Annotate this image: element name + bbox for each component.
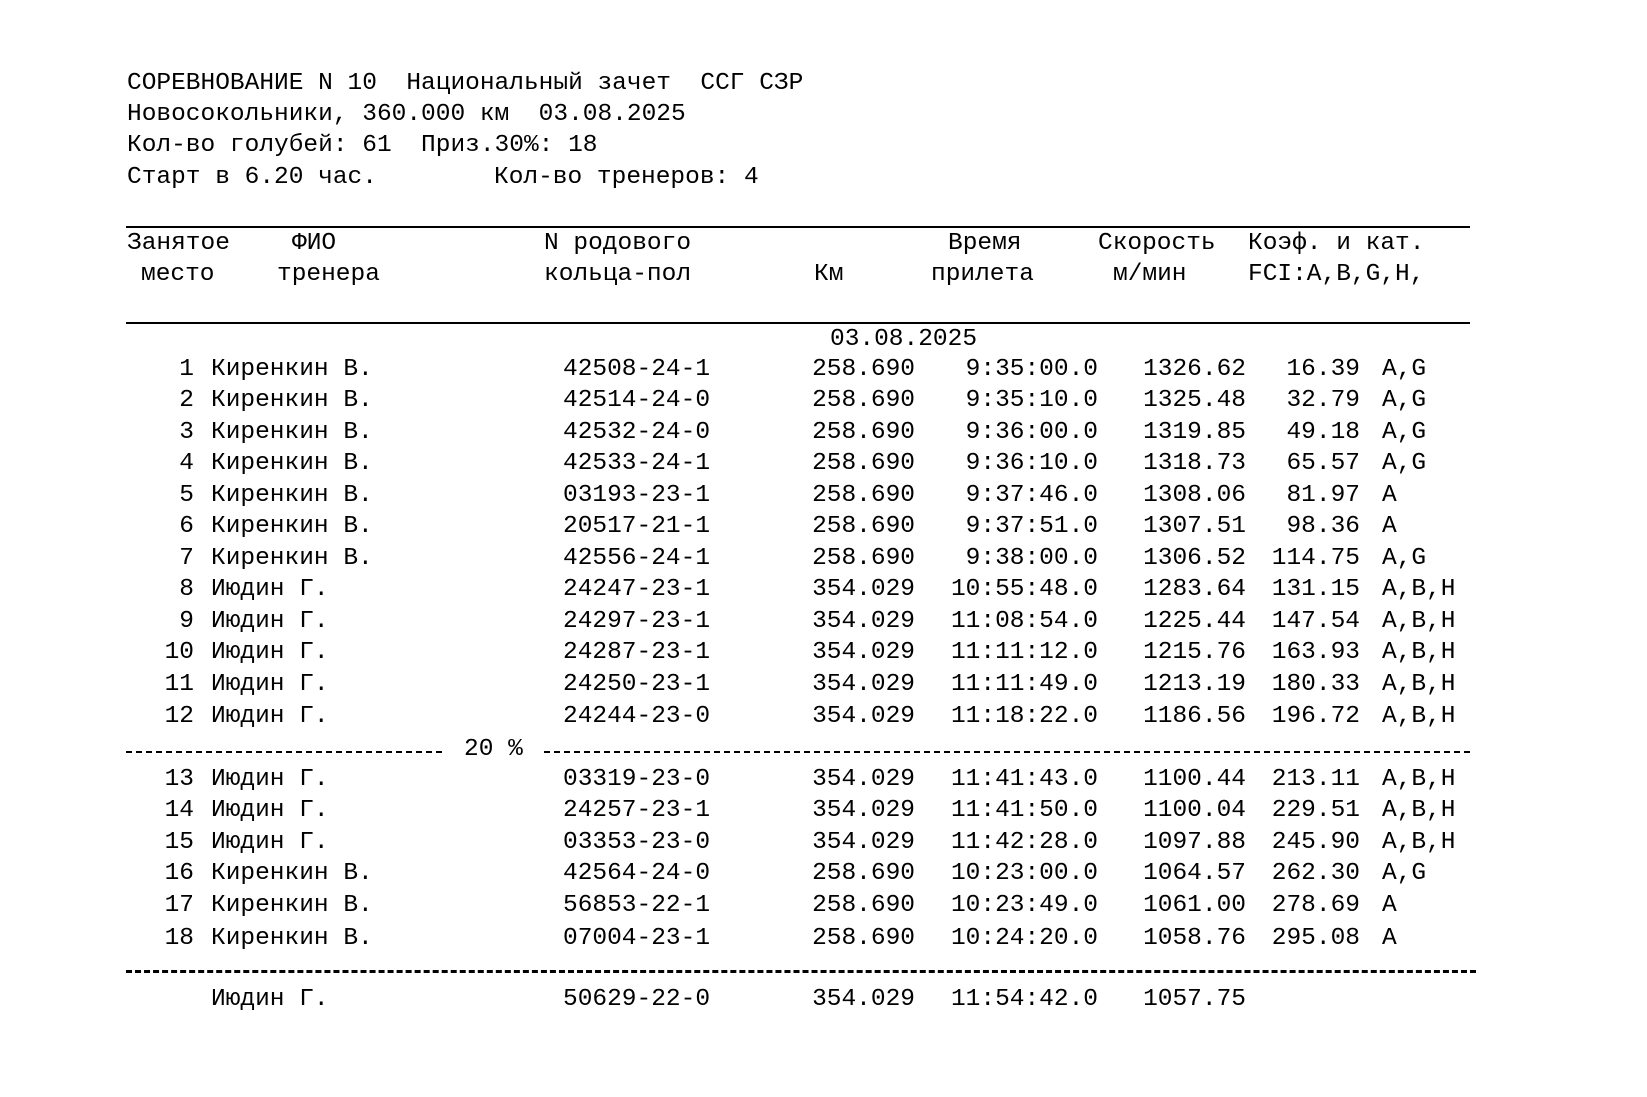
row-place: 8: [179, 576, 194, 603]
row-speed: 1061.00: [1143, 892, 1246, 919]
row-ring-number: 42508-24-1: [563, 356, 711, 383]
row-trainer-name: Киренкин В.: [211, 925, 373, 952]
row-categories: A,G: [1382, 860, 1427, 887]
col-place-header-2: место: [141, 261, 215, 288]
row-coefficient: 278.69: [1271, 892, 1360, 919]
row-arrival-time: 10:23:49.0: [950, 892, 1098, 919]
row-trainer-name: Июдин Г.: [211, 703, 329, 730]
col-time-header-2: прилета: [931, 261, 1034, 288]
row-place: 6: [179, 513, 194, 540]
row-km: 354.029: [812, 986, 915, 1013]
row-km: 354.029: [812, 797, 915, 824]
col-speed-header-2: м/мин: [1113, 261, 1187, 288]
row-coefficient: 180.33: [1271, 671, 1360, 698]
row-speed: 1325.48: [1143, 387, 1246, 414]
row-ring-number: 20517-21-1: [563, 513, 711, 540]
row-ring-number: 03193-23-1: [563, 482, 711, 509]
separator-rule-right: [544, 751, 1470, 753]
row-categories: A,G: [1382, 545, 1427, 572]
row-coefficient: 98.36: [1286, 513, 1360, 540]
row-km: 258.690: [812, 925, 915, 952]
row-arrival-time: 11:11:12.0: [950, 639, 1098, 666]
row-speed: 1215.76: [1143, 639, 1246, 666]
row-arrival-time: 10:55:48.0: [950, 576, 1098, 603]
row-km: 354.029: [812, 608, 915, 635]
row-arrival-time: 11:42:28.0: [950, 829, 1098, 856]
row-trainer-name: Киренкин В.: [211, 513, 373, 540]
row-categories: A: [1382, 482, 1397, 509]
row-arrival-time: 11:11:49.0: [950, 671, 1098, 698]
row-coefficient: 16.39: [1286, 356, 1360, 383]
row-coefficient: 147.54: [1271, 608, 1360, 635]
row-coefficient: 65.57: [1286, 450, 1360, 477]
table-header-rule: [126, 322, 1470, 324]
row-ring-number: 07004-23-1: [563, 925, 711, 952]
row-place: 18: [164, 925, 194, 952]
row-place: 1: [179, 356, 194, 383]
row-speed: 1307.51: [1143, 513, 1246, 540]
row-trainer-name: Июдин Г.: [211, 986, 329, 1013]
row-place: 15: [164, 829, 194, 856]
row-trainer-name: Киренкин В.: [211, 356, 373, 383]
row-ring-number: 24250-23-1: [563, 671, 711, 698]
row-arrival-time: 9:36:00.0: [965, 419, 1098, 446]
row-categories: A,B,H: [1382, 639, 1456, 666]
col-coef-header-1: Коэф. и кат.: [1248, 230, 1425, 257]
row-arrival-time: 10:24:20.0: [950, 925, 1098, 952]
row-ring-number: 03319-23-0: [563, 766, 711, 793]
row-categories: A,B,H: [1382, 829, 1456, 856]
row-km: 354.029: [812, 639, 915, 666]
col-ring-header-1: N родового: [544, 230, 692, 257]
row-categories: A,B,H: [1382, 576, 1456, 603]
row-coefficient: 81.97: [1286, 482, 1360, 509]
row-arrival-time: 9:35:00.0: [965, 356, 1098, 383]
row-coefficient: 114.75: [1271, 545, 1360, 572]
col-time-header-1: Время: [948, 230, 1022, 257]
row-coefficient: 295.08: [1271, 925, 1360, 952]
row-speed: 1318.73: [1143, 450, 1246, 477]
row-coefficient: 131.15: [1271, 576, 1360, 603]
row-coefficient: 245.90: [1271, 829, 1360, 856]
row-ring-number: 42533-24-1: [563, 450, 711, 477]
row-arrival-time: 9:37:46.0: [965, 482, 1098, 509]
row-trainer-name: Киренкин В.: [211, 482, 373, 509]
row-place: 3: [179, 419, 194, 446]
row-coefficient: 32.79: [1286, 387, 1360, 414]
row-speed: 1225.44: [1143, 608, 1246, 635]
row-ring-number: 42564-24-0: [563, 860, 711, 887]
col-km-header: Км: [814, 261, 844, 288]
row-coefficient: 49.18: [1286, 419, 1360, 446]
col-ring-header-2: кольца-пол: [544, 261, 692, 288]
row-place: 2: [179, 387, 194, 414]
row-categories: A,B,H: [1382, 671, 1456, 698]
row-arrival-time: 11:18:22.0: [950, 703, 1098, 730]
row-arrival-time: 11:08:54.0: [950, 608, 1098, 635]
row-arrival-time: 11:41:43.0: [950, 766, 1098, 793]
row-speed: 1097.88: [1143, 829, 1246, 856]
row-km: 258.690: [812, 545, 915, 572]
row-trainer-name: Киренкин В.: [211, 387, 373, 414]
row-categories: A,B,H: [1382, 608, 1456, 635]
row-ring-number: 24247-23-1: [563, 576, 711, 603]
row-trainer-name: Июдин Г.: [211, 576, 329, 603]
separator-rule-left: [126, 751, 442, 753]
row-coefficient: 213.11: [1271, 766, 1360, 793]
row-coefficient: 196.72: [1271, 703, 1360, 730]
row-coefficient: 262.30: [1271, 860, 1360, 887]
race-date-label: 03.08.2025: [830, 326, 978, 353]
row-categories: A,G: [1382, 450, 1427, 477]
row-km: 354.029: [812, 766, 915, 793]
row-km: 354.029: [812, 703, 915, 730]
row-ring-number: 24244-23-0: [563, 703, 711, 730]
row-categories: A,G: [1382, 419, 1427, 446]
header-line-2: Новосокольники, 360.000 км 03.08.2025: [127, 101, 686, 128]
row-arrival-time: 11:54:42.0: [950, 986, 1098, 1013]
row-place: 7: [179, 545, 194, 572]
row-trainer-name: Июдин Г.: [211, 608, 329, 635]
header-line-3: Кол-во голубей: 61 Приз.30%: 18: [127, 132, 598, 159]
row-speed: 1306.52: [1143, 545, 1246, 572]
row-place: 9: [179, 608, 194, 635]
row-arrival-time: 9:38:00.0: [965, 545, 1098, 572]
row-place: 11: [164, 671, 194, 698]
row-arrival-time: 9:36:10.0: [965, 450, 1098, 477]
row-km: 354.029: [812, 671, 915, 698]
row-ring-number: 50629-22-0: [563, 986, 711, 1013]
row-categories: A,B,H: [1382, 703, 1456, 730]
row-ring-number: 24287-23-1: [563, 639, 711, 666]
row-km: 354.029: [812, 829, 915, 856]
row-arrival-time: 9:37:51.0: [965, 513, 1098, 540]
row-speed: 1057.75: [1143, 986, 1246, 1013]
row-categories: A,B,H: [1382, 797, 1456, 824]
row-ring-number: 42532-24-0: [563, 419, 711, 446]
row-trainer-name: Июдин Г.: [211, 639, 329, 666]
row-km: 258.690: [812, 860, 915, 887]
row-speed: 1319.85: [1143, 419, 1246, 446]
row-km: 354.029: [812, 576, 915, 603]
row-place: 14: [164, 797, 194, 824]
row-categories: A: [1382, 925, 1397, 952]
row-km: 258.690: [812, 513, 915, 540]
row-arrival-time: 10:23:00.0: [950, 860, 1098, 887]
row-speed: 1308.06: [1143, 482, 1246, 509]
row-ring-number: 24257-23-1: [563, 797, 711, 824]
row-km: 258.690: [812, 450, 915, 477]
row-speed: 1213.19: [1143, 671, 1246, 698]
row-trainer-name: Июдин Г.: [211, 766, 329, 793]
row-categories: A,G: [1382, 356, 1427, 383]
row-categories: A,B,H: [1382, 766, 1456, 793]
row-trainer-name: Киренкин В.: [211, 545, 373, 572]
row-trainer-name: Июдин Г.: [211, 671, 329, 698]
row-ring-number: 42556-24-1: [563, 545, 711, 572]
row-place: 5: [179, 482, 194, 509]
row-arrival-time: 11:41:50.0: [950, 797, 1098, 824]
row-km: 258.690: [812, 892, 915, 919]
row-place: 10: [164, 639, 194, 666]
row-arrival-time: 9:35:10.0: [965, 387, 1098, 414]
row-place: 13: [164, 766, 194, 793]
row-speed: 1100.04: [1143, 797, 1246, 824]
prize-cutoff-rule: [126, 970, 1476, 973]
table-top-rule: [126, 226, 1470, 228]
row-speed: 1100.44: [1143, 766, 1246, 793]
row-trainer-name: Киренкин В.: [211, 860, 373, 887]
header-line-1: СОРЕВНОВАНИЕ N 10 Национальный зачет ССГ СЗР: [127, 70, 804, 97]
row-trainer-name: Июдин Г.: [211, 797, 329, 824]
row-speed: 1186.56: [1143, 703, 1246, 730]
row-trainer-name: Киренкин В.: [211, 419, 373, 446]
row-place: 12: [164, 703, 194, 730]
row-trainer-name: Киренкин В.: [211, 892, 373, 919]
col-coef-header-2: FCI:A,B,G,H,: [1248, 261, 1425, 288]
row-km: 258.690: [812, 387, 915, 414]
col-place-header-1: Занятое: [127, 230, 230, 257]
row-ring-number: 42514-24-0: [563, 387, 711, 414]
row-ring-number: 24297-23-1: [563, 608, 711, 635]
row-speed: 1283.64: [1143, 576, 1246, 603]
row-trainer-name: Киренкин В.: [211, 450, 373, 477]
row-coefficient: 229.51: [1271, 797, 1360, 824]
separator-percent-label: 20 %: [464, 736, 523, 763]
row-km: 258.690: [812, 419, 915, 446]
row-ring-number: 03353-23-0: [563, 829, 711, 856]
row-speed: 1064.57: [1143, 860, 1246, 887]
row-km: 258.690: [812, 482, 915, 509]
row-speed: 1058.76: [1143, 925, 1246, 952]
row-ring-number: 56853-22-1: [563, 892, 711, 919]
row-categories: A,G: [1382, 387, 1427, 414]
row-place: 16: [164, 860, 194, 887]
col-name-header-2: тренера: [277, 261, 380, 288]
row-trainer-name: Июдин Г.: [211, 829, 329, 856]
col-name-header-1: ФИО: [292, 230, 337, 257]
header-trainer-count: Кол-во тренеров: 4: [494, 164, 759, 191]
row-place: 17: [164, 892, 194, 919]
row-categories: A: [1382, 513, 1397, 540]
col-speed-header-1: Скорость: [1098, 230, 1216, 257]
header-start-time: Старт в 6.20 час.: [127, 164, 377, 191]
row-speed: 1326.62: [1143, 356, 1246, 383]
row-place: 4: [179, 450, 194, 477]
row-categories: A: [1382, 892, 1397, 919]
row-coefficient: 163.93: [1271, 639, 1360, 666]
row-km: 258.690: [812, 356, 915, 383]
